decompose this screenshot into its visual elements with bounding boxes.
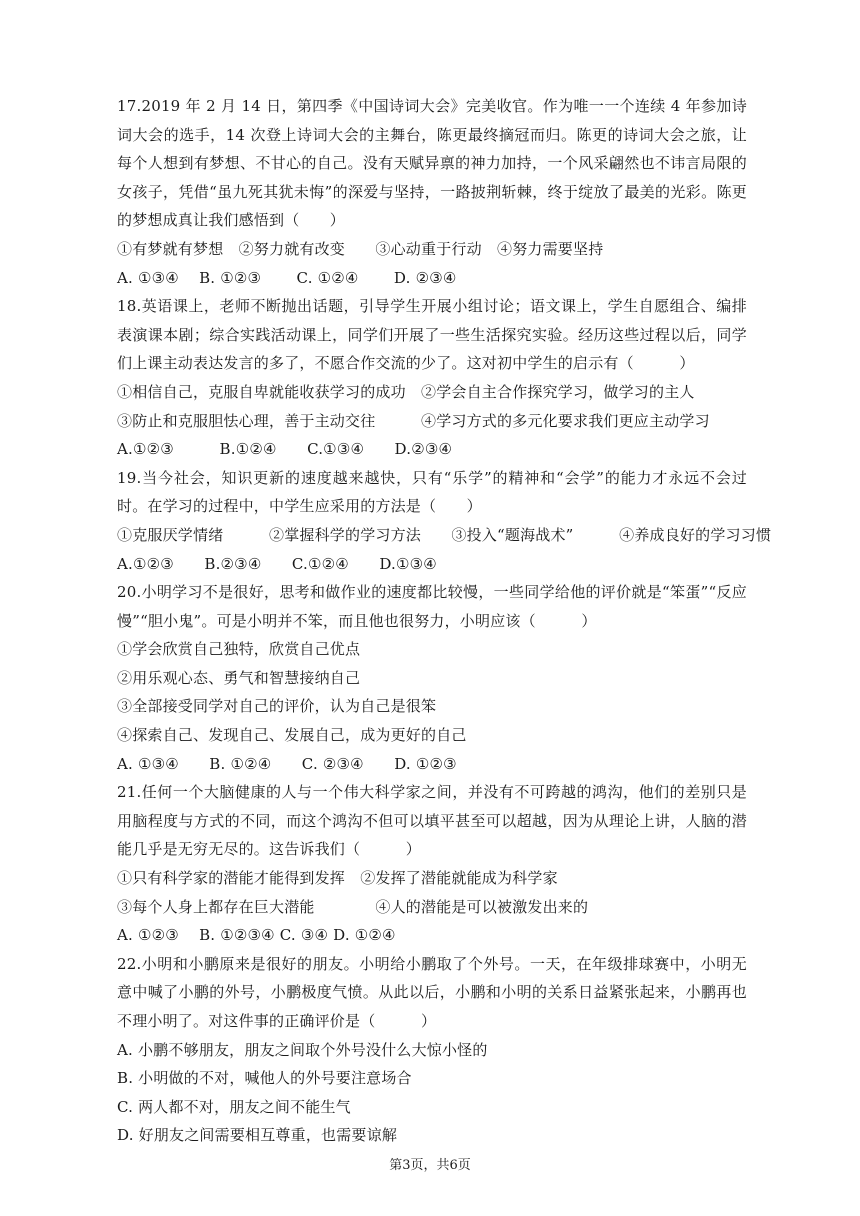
question-statement: ①有梦就有梦想 ②努力就有改变 ③心动重于行动 ④努力需要坚持: [117, 239, 604, 258]
question-option-b: B. 小明做的不对，喊他人的外号要注意场合: [117, 1069, 412, 1088]
question-stem: 22.小明和小鹏原来是很好的朋友。小明给小鹏取了个外号。一天，在年级排球赛中，小明无意中喊了小鹏的外号，小鹏极度气愤。从此以后，小鹏和小明的关系日益紧张起来，小鹏再也不理小明了。对这件事的正确评价是（ ）: [117, 954, 747, 1030]
question-17: [117, 92, 747, 292]
question-statement: ③全部接受同学对自己的评价，认为自己是很笨: [117, 697, 437, 716]
question-stem: 20.小明学习不是很好，思考和做作业的速度都比较慢，一些同学给他的评价就是“笨蛋”“反应慢”“胆小鬼”。可是小明并不笨，而且他也很努力，小明应该（ ）: [117, 583, 747, 630]
question-21: [117, 778, 747, 950]
question-statement: ③每个人身上都存在巨大潜能 ④人的潜能是可以被激发出来的: [117, 897, 589, 916]
question-19: [117, 464, 772, 578]
question-option-d: D. 好朋友之间需要相互尊重，也需要谅解: [117, 1126, 398, 1145]
question-statement: ②用乐观心态、勇气和智慧接纳自己: [117, 668, 361, 687]
question-stem: 19.当今社会，知识更新的速度越来越快，只有“乐学”的精神和“会学”的能力才永远不会过时。在学习的过程中，中学生应采用的方法是（ ）: [117, 468, 747, 516]
question-statement: ①只有科学家的潜能才能得到发挥 ②发挥了潜能就能成为科学家: [117, 869, 558, 888]
question-options: A.①②③ B.②③④ C.①②④ D.①③④: [117, 554, 437, 573]
question-statement: ③防止和克服胆怯心理，善于主动交往 ④学习方式的多元化要求我们更应主动学习: [117, 411, 710, 430]
question-statement: ①学会欣赏自己独特，欣赏自己优点: [117, 640, 361, 659]
question-options: A. ①③④ B. ①②④ C. ②③④ D. ①②③: [117, 754, 457, 773]
question-options: A. ①②③ B. ①②③④ C. ③④ D. ①②④: [117, 926, 396, 945]
question-option-c: C. 两人都不对，朋友之间不能生气: [117, 1097, 351, 1116]
question-options: A. ①③④ B. ①②③ C. ①②④ D. ②③④: [117, 268, 457, 287]
question-option-a: A. 小鹏不够朋友，朋友之间取个外号没什么大惊小怪的: [117, 1040, 488, 1059]
question-20: [117, 578, 747, 778]
page-footer: 第3页，共6页: [389, 1158, 471, 1173]
question-list: [117, 92, 772, 1150]
question-stem: 17.2019 年 2 月 14 日，第四季《中国诗词大会》完美收官。作为唯一一个连续 4 年参加诗词大会的选手，14 次登上诗词大会的主舞台，陈更最终摘冠而归。陈更的诗词大会之旅，让每个人想到有梦想、不甘心的自己。没有天赋异禀的神力加持，一个风采翩然也不讳言局限的女孩子，凭借“虽九死其犹未悔”的深爱与坚持，一路披荆斩棘，终于绽放了最美的光彩。陈更的梦想成真让我们感悟到（ ）: [117, 97, 747, 230]
question-statement: ①克服厌学情绪 ②掌握科学的学习方法 ③投入“题海战术” ④养成良好的学习习惯: [117, 525, 772, 544]
question-options: A.①②③ B.①②④ C.①③④ D.②③④: [117, 440, 453, 459]
question-statement: ①相信自己，克服自卑就能收获学习的成功 ②学会自主合作探究学习，做学习的主人: [117, 382, 695, 401]
question-18: [117, 292, 747, 464]
question-stem: 21.任何一个大脑健康的人与一个伟大科学家之间，并没有不可跨越的鸿沟，他们的差别只是用脑程度与方式的不同，而这个鸿沟不但可以填平甚至可以超越，因为从理论上讲，人脑的潜能几乎是无穷无尽的。这告诉我们（ ）: [117, 783, 747, 859]
question-22: [117, 950, 747, 1150]
question-statement: ④探索自己、发现自己、发展自己，成为更好的自己: [117, 726, 467, 745]
question-stem: 18.英语课上，老师不断抛出话题，引导学生开展小组讨论；语文课上，学生自愿组合、编排表演课本剧；综合实践活动课上，同学们开展了一些生活探究实验。经历这些过程以后，同学们上课主动表达发言的多了，不愿合作交流的少了。这对初中学生的启示有（ ）: [117, 297, 747, 373]
